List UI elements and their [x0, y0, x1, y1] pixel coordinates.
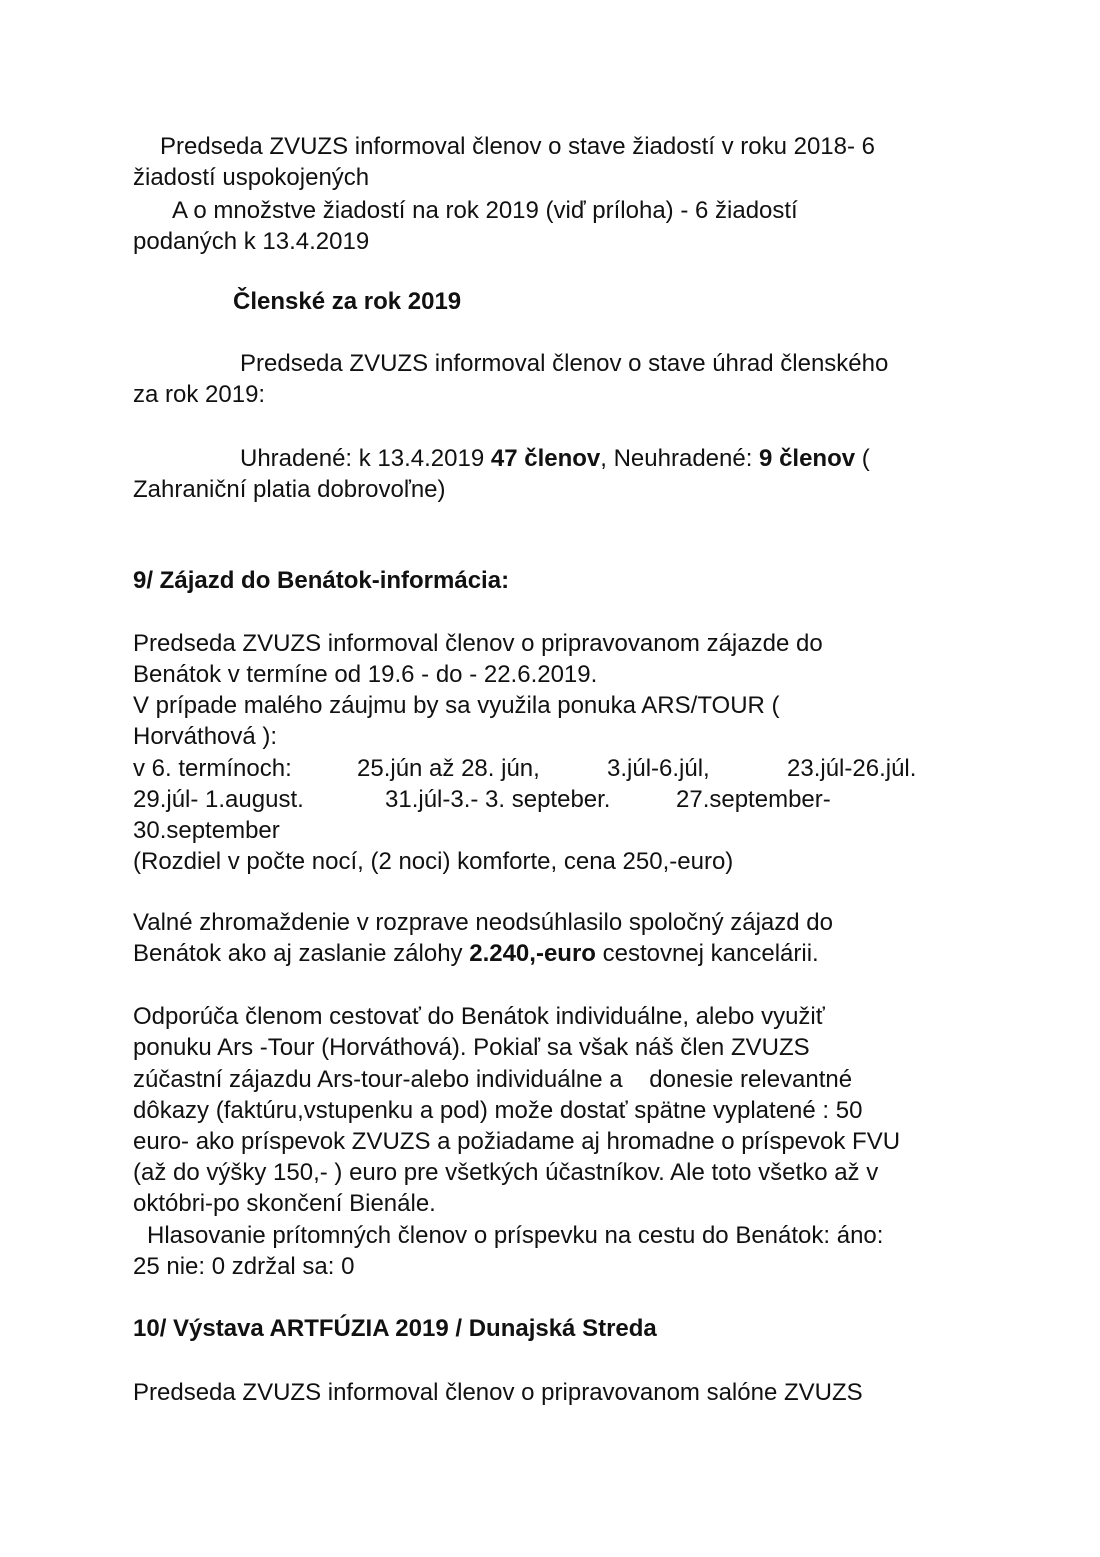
assembly-line-text: cestovnej kancelárii. [595, 940, 819, 967]
term-item: 3.júl-6.júl, [607, 755, 710, 782]
term-item: 30.september [133, 817, 280, 844]
term-item: 29.júl- 1.august. [133, 786, 304, 813]
terms-label: v 6. termínoch: [133, 755, 292, 782]
term-item: 23.júl-26.júl. [787, 755, 917, 782]
recommend-line: Odporúča členom cestovať do Benátok individuálne, alebo využiť [133, 1003, 825, 1030]
paid-label: Uhradené: k 13.4.2019 [240, 445, 491, 472]
unpaid-suffix: ( [855, 445, 870, 472]
recommend-line: euro- ako príspevok ZVUZS a požiadame aj hromadne o príspevok FVU [133, 1128, 901, 1155]
vote-line: Hlasovanie prítomných členov o príspevku na cestu do Benátok: áno: [147, 1222, 884, 1249]
vote-line: 25 nie: 0 zdržal sa: 0 [133, 1253, 355, 1280]
unpaid-value: 9 členov [759, 445, 856, 472]
assembly-line: Valné zhromaždenie v rozprave neodsúhlasilo spoločný zájazd do [133, 909, 833, 936]
recommend-line: októbri-po skončení Bienále. [133, 1190, 436, 1217]
assembly-line-text: Benátok ako aj zaslanie zálohy [133, 940, 470, 967]
recommend-line: dôkazy (faktúru,vstupenku a pod) može dostať spätne vyplatené : 50 [133, 1097, 863, 1124]
section-9-line: Predseda ZVUZS informoval členov o pripravovanom zájazde do [133, 630, 823, 657]
section-9-line: V prípade malého záujmu by sa využila ponuka ARS/TOUR ( [133, 692, 780, 719]
section-9-line: Horváthová ): [133, 723, 278, 750]
intro-line: A o množstve žiadostí na rok 2019 (viď príloha) - 6 žiadostí [172, 197, 798, 224]
recommend-line: zúčastní zájazdu Ars-tour-alebo individuálne a donesie relevantné [133, 1066, 853, 1093]
term-item: 27.september- [676, 786, 831, 813]
intro-line: podaných k 13.4.2019 [133, 228, 370, 255]
deposit-amount: 2.240,-euro [469, 940, 596, 967]
price-note: (Rozdiel v počte nocí, (2 noci) komforte, cena 250,-euro) [133, 848, 734, 875]
assembly-line [133, 938, 819, 969]
membership-payment-status [240, 443, 870, 474]
foreign-note: Zahraniční platia dobrovoľne) [133, 476, 446, 503]
intro-line: žiadostí uspokojených [133, 164, 370, 191]
recommend-line: ponuku Ars -Tour (Horváthová). Pokiaľ sa však náš člen ZVUZS [133, 1034, 810, 1061]
membership-line: za rok 2019: [133, 381, 266, 408]
term-item: 31.júl-3.- 3. septeber. [385, 786, 611, 813]
unpaid-label: , Neuhradené: [600, 445, 760, 472]
section-10-line: Predseda ZVUZS informoval členov o pripravovanom salóne ZVUZS [133, 1379, 863, 1406]
membership-line: Predseda ZVUZS informoval členov o stave úhrad členského [240, 350, 889, 377]
section-9-line: Benátok v termíne od 19.6 - do - 22.6.2019. [133, 661, 598, 688]
paid-value: 47 členov [490, 445, 601, 472]
section-10-heading: 10/ Výstava ARTFÚZIA 2019 / Dunajská Streda [133, 1315, 657, 1342]
intro-line: Predseda ZVUZS informoval členov o stave žiadostí v roku 2018- 6 [160, 133, 876, 160]
term-item: 25.jún až 28. jún, [357, 755, 540, 782]
section-9-heading: 9/ Zájazd do Benátok-informácia: [133, 567, 510, 594]
membership-heading: Členské za rok 2019 [233, 288, 462, 315]
recommend-line: (až do výšky 150,- ) euro pre všetkých účastníkov. Ale toto všetko až v [133, 1159, 879, 1186]
